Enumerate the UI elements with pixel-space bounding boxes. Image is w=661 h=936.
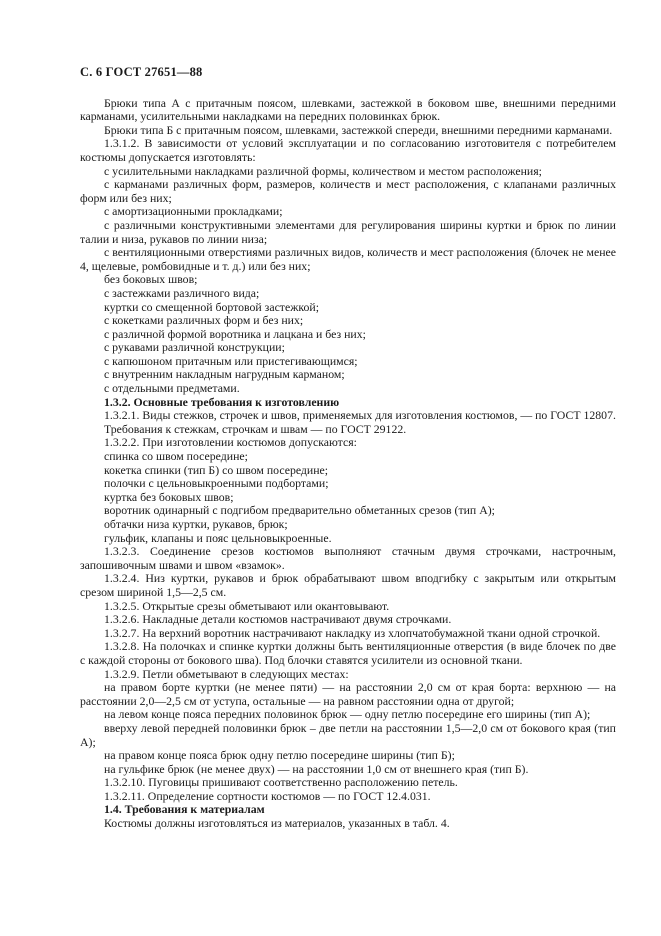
paragraph: вверху левой передней половинки брюк – две петли на расстоянии 1,5—2,0 см от бокового края (тип А); (80, 720, 616, 749)
paragraph: с внутренним накладным нагрудным карманом; (104, 367, 345, 382)
paragraph: на правом конце пояса брюк одну петлю посередине ширины (тип Б); (104, 748, 455, 763)
paragraph: 1.3.2.8. На полочках и спинке куртки должны быть вентиляционные отверстия (в виде блочек по две с каждой стороны от бокового шва). Под блочки ставятся усилители из основной ткани. (80, 639, 616, 667)
paragraph: с вентиляционными отверстиями различных видов, количеств и мест расположения (блочек не менее 4, щелевые, ромбовидные и т. д.) или без них; (80, 245, 616, 273)
paragraph: 1.3.1.2. В зависимости от условий эксплуатации и по согласованию изготовителя с потребителем костюмы допускается изготовлять: (80, 136, 616, 164)
paragraph: с капюшоном притачным или пристегивающимся; (104, 353, 358, 368)
document-page (80, 66, 616, 831)
paragraph: 1.3.2.4. Низ куртки, рукавов и брюк обрабатывают швом вподгибку с закрытым или открытым срезом шириной 1,5—2,5 см. (80, 571, 616, 599)
paragraph: с застежками различного вида; (104, 285, 260, 300)
paragraph: 1.3.2.3. Соединение срезов костюмов выполняют стачным двумя строчками, настрочным, запошивочным швами и швом «взамок». (80, 544, 616, 572)
paragraph: с карманами различных форм, размеров, количеств и мест расположения, с клапанами различных форм или без них; (80, 177, 616, 205)
paragraph: Костюмы должны изготовляться из материалов, указанных в табл. 4. (104, 816, 450, 831)
paragraph: с рукавами различной конструкции; (104, 340, 285, 355)
section-heading: 1.4. Требования к материалам (104, 802, 265, 817)
document-body (80, 97, 616, 831)
paragraph: кокетка спинки (тип Б) со швом посередине; (104, 462, 329, 477)
paragraph: полочки с цельновыкроенными подбортами; (104, 476, 329, 491)
page-header: С. 6 ГОСТ 27651—88 (80, 65, 203, 79)
paragraph: 1.3.2.9. Петли обметывают в следующих местах: (104, 666, 349, 681)
paragraph: с отдельными предметами. (104, 381, 240, 396)
paragraph: с кокетками различных форм и без них; (104, 313, 304, 328)
paragraph: с различными конструктивными элементами для регулирования ширины куртки и брюк по линии талии и низа, рукавов по линии низа; (80, 217, 616, 246)
paragraph: Требования к стежкам, строчкам и швам — по ГОСТ 29122. (104, 421, 407, 436)
paragraph: 1.3.2.6. Накладные детали костюмов настрачивают двумя строчками. (104, 612, 452, 627)
paragraph: 1.3.2.10. Пуговицы пришивают соответственно расположению петель. (104, 775, 458, 790)
paragraph: 1.3.2.7. На верхний воротник настрачивают накладку из хлопчатобумажной ткани одной строчкой. (104, 625, 601, 640)
paragraph: спинка со швом посередине; (104, 449, 248, 464)
paragraph: на правом борте куртки (не менее пяти) — на расстоянии 2,0 см от края борта: верхнюю — на расстоянии 2,0—2,5 см от уступа, остальные — на равном расстоянии одна от другой; (80, 680, 616, 708)
paragraph: куртка без боковых швов; (104, 489, 234, 504)
paragraph: 1.3.2.2. При изготовлении костюмов допускаются: (104, 435, 357, 450)
paragraph: воротник одинарный с подгибом предварительно обметанных срезов (тип А); (104, 503, 495, 518)
paragraph: гульфик, клапаны и пояс цельновыкроенные. (104, 530, 332, 545)
paragraph: на гульфике брюк (не менее двух) — на расстоянии 1,0 см от внешнего края (тип Б). (104, 761, 529, 776)
section-heading: 1.3.2. Основные требования к изготовлению (104, 394, 340, 409)
paragraph: с усилительными накладками различной формы, количеством и местом расположения; (104, 163, 542, 178)
paragraph: на левом конце пояса передних половинок брюк — одну петлю посередине его ширины (тип А); (104, 707, 591, 722)
paragraph: 1.3.2.1. Виды стежков, строчек и швов, применяемых для изготовления костюмов, — по ГОСТ 12807. (104, 408, 616, 423)
paragraph: 1.3.2.5. Открытые срезы обметывают или окантовывают. (104, 598, 390, 613)
paragraph: с амортизационными прокладками; (104, 204, 283, 219)
paragraph: с различной формой воротника и лацкана и без них; (104, 326, 366, 341)
paragraph: Брюки типа А с притачным поясом, шлевками, застежкой в боковом шве, внешними передними карманами, усилительными накладками на передних половинках брюк. (80, 95, 616, 124)
paragraph: 1.3.2.11. Определение сортности костюмов — по ГОСТ 12.4.031. (104, 788, 431, 803)
paragraph: без боковых швов; (104, 272, 198, 287)
paragraph: обтачки низа куртки, рукавов, брюк; (104, 517, 288, 531)
paragraph: куртки со смещенной бортовой застежкой; (104, 299, 319, 314)
paragraph: Брюки типа Б с притачным поясом, шлевками, застежкой спереди, внешними передними карманами. (104, 122, 613, 137)
